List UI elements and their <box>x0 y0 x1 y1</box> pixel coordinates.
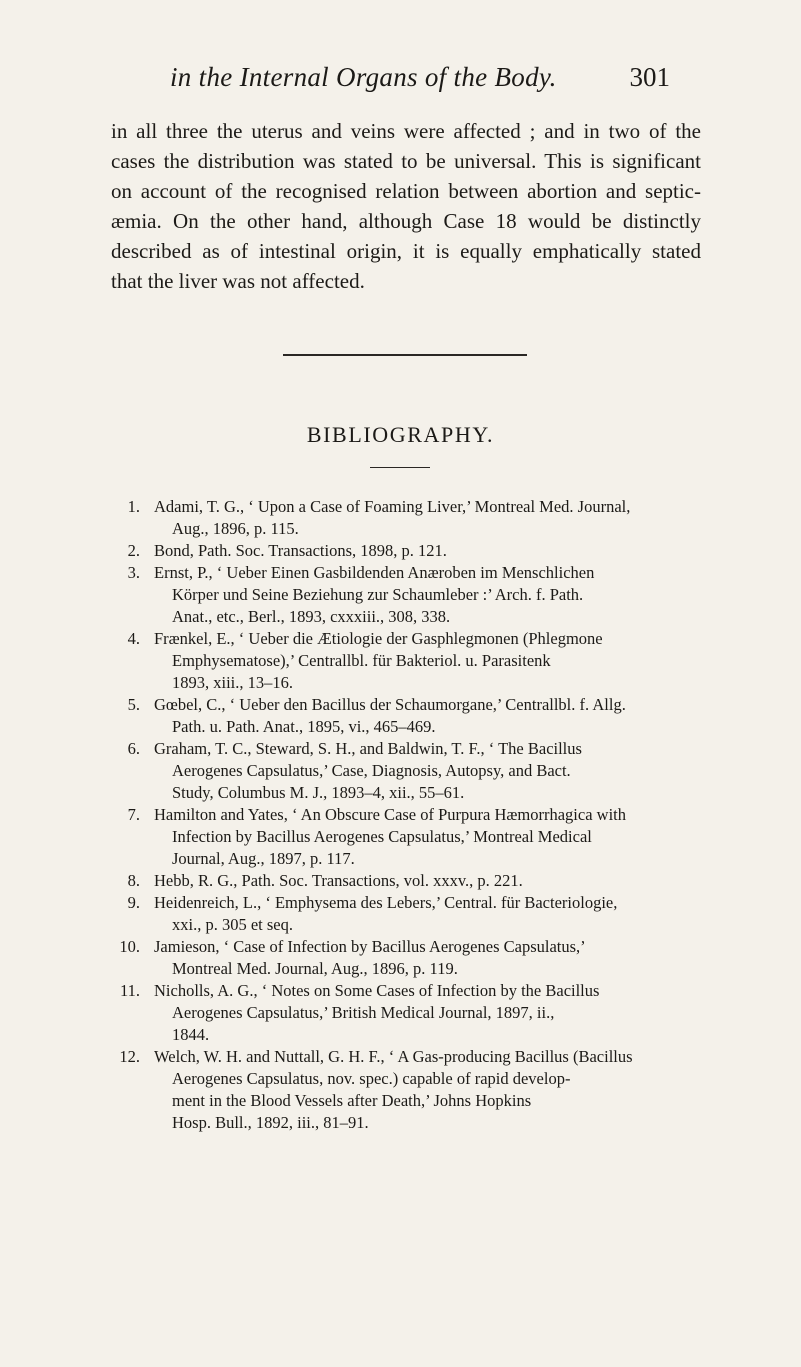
section-divider-rule <box>283 354 527 356</box>
entry-line: Bond, Path. Soc. Transactions, 1898, p. 121. <box>154 541 447 560</box>
entry-number: 7. <box>127 805 140 824</box>
entry-line: Journal, Aug., 1897, p. 117. <box>172 849 355 868</box>
entry-line: 1893, xiii., 13–16. <box>172 673 294 692</box>
entry-line: Ernst, P., ‘ Ueber Einen Gasbildenden Anæroben im Menschlichen <box>154 563 595 582</box>
entry-number: 8. <box>127 871 140 890</box>
entry-line: Montreal Med. Journal, Aug., 1896, p. 119. <box>172 959 458 978</box>
entry-line: Gœbel, C., ‘ Ueber den Bacillus der Schaumorgane,’ Centrallbl. f. Allg. <box>154 695 626 714</box>
bibliography-entry <box>112 562 712 628</box>
bibliography-entry <box>112 870 712 892</box>
entry-line: Aerogenes Capsulatus,’ British Medical Journal, 1897, ii., <box>172 1003 555 1022</box>
entry-line: Heidenreich, L., ‘ Emphysema des Lebers,’ Central. für Bacteriologie, <box>154 893 618 912</box>
entry-line: Aerogenes Capsulatus, nov. spec.) capable of rapid develop- <box>172 1069 571 1088</box>
body-line: described as of intestinal origin, it is equally emphatically stated <box>111 239 701 263</box>
bibliography-entry <box>112 628 712 694</box>
entry-line: Emphysematose),’ Centrallbl. für Bakteriol. u. Parasitenk <box>172 651 551 670</box>
running-title: in the Internal Organs of the Body. <box>170 62 557 92</box>
entry-line: Hebb, R. G., Path. Soc. Transactions, vol. xxxv., p. 221. <box>154 871 523 890</box>
entry-number: 1. <box>127 497 140 516</box>
entry-line: Graham, T. C., Steward, S. H., and Baldwin, T. F., ‘ The Bacillus <box>154 739 582 758</box>
page-header <box>110 62 670 102</box>
entry-line: Adami, T. G., ‘ Upon a Case of Foaming Liver,’ Montreal Med. Journal, <box>154 497 631 516</box>
entry-line: xxi., p. 305 et seq. <box>172 915 293 934</box>
body-line: on account of the recognised relation between abortion and septic- <box>111 179 701 203</box>
body-paragraph <box>111 116 701 296</box>
entry-number: 11. <box>119 981 140 1000</box>
bibliography-entry <box>112 892 712 936</box>
entry-number: 12. <box>119 1047 140 1066</box>
entry-number: 9. <box>127 893 140 912</box>
entry-number: 5. <box>127 695 140 714</box>
heading-underline-rule <box>370 467 430 468</box>
body-line: æmia. On the other hand, although Case 18 would be distinctly <box>111 209 701 233</box>
body-line: cases the distribution was stated to be universal. This is significant <box>111 149 701 173</box>
entry-number: 4. <box>127 629 140 648</box>
entry-line: Study, Columbus M. J., 1893–4, xii., 55–61. <box>172 783 465 802</box>
entry-number: 2. <box>127 541 140 560</box>
bibliography-entry <box>112 496 712 540</box>
entry-number: 3. <box>127 563 140 582</box>
bibliography-entry <box>112 694 712 738</box>
entry-line: Path. u. Path. Anat., 1895, vi., 465–469. <box>172 717 436 736</box>
bibliography-entry <box>112 1046 712 1134</box>
entry-line: Hamilton and Yates, ‘ An Obscure Case of Purpura Hæmorrhagica with <box>154 805 626 824</box>
bibliography-entry <box>112 738 712 804</box>
entry-line: Hosp. Bull., 1892, iii., 81–91. <box>172 1113 369 1132</box>
entry-number: 6. <box>127 739 140 758</box>
body-line: that the liver was not affected. <box>111 269 365 293</box>
bibliography-heading: BIBLIOGRAPHY. <box>306 422 495 447</box>
entry-line: ment in the Blood Vessels after Death,’ Johns Hopkins <box>172 1091 532 1110</box>
entry-line: Welch, W. H. and Nuttall, G. H. F., ‘ A Gas-producing Bacillus (Bacillus <box>154 1047 633 1066</box>
entry-line: Nicholls, A. G., ‘ Notes on Some Cases of Infection by the Bacillus <box>154 981 600 1000</box>
entry-line: Aug., 1896, p. 115. <box>172 519 299 538</box>
bibliography-list <box>112 496 712 1134</box>
entry-line: Infection by Bacillus Aerogenes Capsulatus,’ Montreal Medical <box>172 827 592 846</box>
entry-line: Jamieson, ‘ Case of Infection by Bacillus Aerogenes Capsulatus,’ <box>154 937 586 956</box>
entry-line: Frænkel, E., ‘ Ueber die Ætiologie der Gasphlegmonen (Phlegmone <box>154 629 603 648</box>
bibliography-entry <box>112 936 712 980</box>
bibliography-entry <box>112 540 712 562</box>
body-line: in all three the uterus and veins were affected ; and in two of the <box>111 119 701 143</box>
bibliography-entry <box>112 804 712 870</box>
entry-number: 10. <box>119 937 140 956</box>
entry-line: Aerogenes Capsulatus,’ Case, Diagnosis, Autopsy, and Bact. <box>172 761 571 780</box>
entry-line: Anat., etc., Berl., 1893, cxxxiii., 308, 338. <box>172 607 451 626</box>
page-number: 301 <box>629 62 670 92</box>
entry-line: Körper und Seine Beziehung zur Schaumleber :’ Arch. f. Path. <box>172 585 584 604</box>
bibliography-entry <box>112 980 712 1046</box>
entry-line: 1844. <box>172 1025 210 1044</box>
